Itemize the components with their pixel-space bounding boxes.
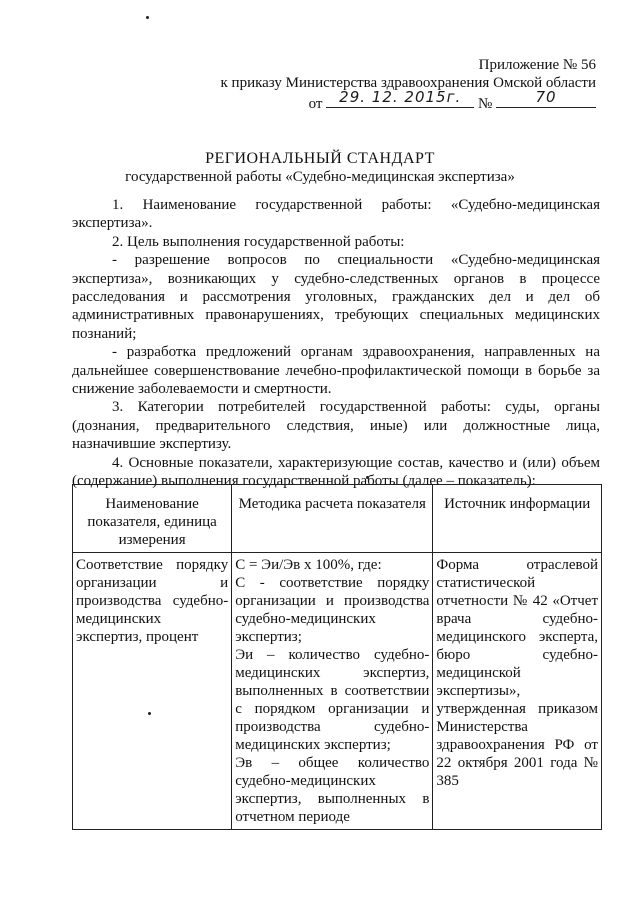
table-row bbox=[73, 553, 602, 830]
paragraph-2a: - разрешение вопросов по специальности «Судебно-медицинская экспертиза», возникающих у судебно-следственных органов в процессе расследования и рассмотрения уголовных, гражданских дел и дел об административных правонарушениях, требующих специальных медицинских познаний; bbox=[72, 252, 600, 342]
paragraph-3: 3. Категории потребителей государственной работы: суды, органы (дознания, предварительного следствия, иные) или должностные лица, назначившие экспертизу. bbox=[72, 399, 600, 453]
method-formula: С = Эи/Эв x 100%, где: bbox=[235, 557, 382, 573]
handwritten-date: 29. 12. 2015г. bbox=[339, 88, 462, 106]
handwritten-number: 70 bbox=[535, 88, 557, 106]
title-main: РЕГИОНАЛЬНЫЙ СТАНДАРТ bbox=[205, 150, 435, 167]
date-blank bbox=[326, 88, 474, 108]
paragraph-2b: - разработка предложений органам здравоохранения, направленных на дальнейшее совершенствование лечебно-профилактической помощи в борьбе за снижение заболеваемости и смертности. bbox=[72, 344, 600, 398]
document-body bbox=[72, 196, 600, 491]
title-sub: государственной работы «Судебно-медицинская экспертиза» bbox=[125, 169, 515, 185]
cell-method bbox=[232, 553, 433, 830]
document-title bbox=[0, 150, 640, 186]
header-indicator-name: Наименование показателя, единица измерения bbox=[73, 485, 232, 553]
method-ev-definition: Эв – общее количество судебно-медицинских экспертиз, выполненных в отчетном периоде bbox=[235, 755, 430, 825]
header-method: Методика расчета показателя bbox=[232, 485, 433, 553]
appendix-header bbox=[221, 56, 597, 113]
method-ei-definition: Эи – количество судебно-медицинских экспертиз, выполненных в соответствии с порядком организации и производства судебно-медицинских экспертиз; bbox=[235, 647, 430, 753]
method-c-definition: С - соответствие порядку организации и производства судебно-медицинских экспертиз; bbox=[235, 575, 430, 645]
indicators-table bbox=[72, 484, 602, 830]
number-blank bbox=[496, 88, 596, 108]
appendix-number: Приложение № 56 bbox=[478, 57, 596, 73]
table-header-row bbox=[73, 485, 602, 553]
order-date-line bbox=[221, 88, 597, 113]
paragraph-1: 1. Наименование государственной работы: «Судебно-медицинская экспертиза». bbox=[72, 197, 600, 232]
cell-indicator-name: Соответствие порядку организации и производства судебно-медицинских экспертиз, процент bbox=[73, 553, 232, 830]
cell-source: Форма отраслевой статистической отчетности № 42 «Отчет врача судебно-медицинского эксперта, бюро судебно-медицинской экспертизы», утвержденная приказом Министерства здравоохранения РФ от 22 октября 2001 года № 385 bbox=[433, 553, 602, 830]
header-source: Источник информации bbox=[433, 485, 602, 553]
order-reference: к приказу Министерства здравоохранения Омской области bbox=[220, 75, 596, 91]
number-label: № bbox=[477, 96, 493, 112]
paragraph-4: 4. Основные показатели, характеризующие состав, качество и (или) объем (содержание) выполнения государственной работы (далее – показатель): bbox=[72, 454, 600, 490]
from-label: от bbox=[308, 96, 323, 112]
paragraph-2: 2. Цель выполнения государственной работы: bbox=[112, 233, 405, 250]
scan-speck bbox=[146, 16, 149, 19]
